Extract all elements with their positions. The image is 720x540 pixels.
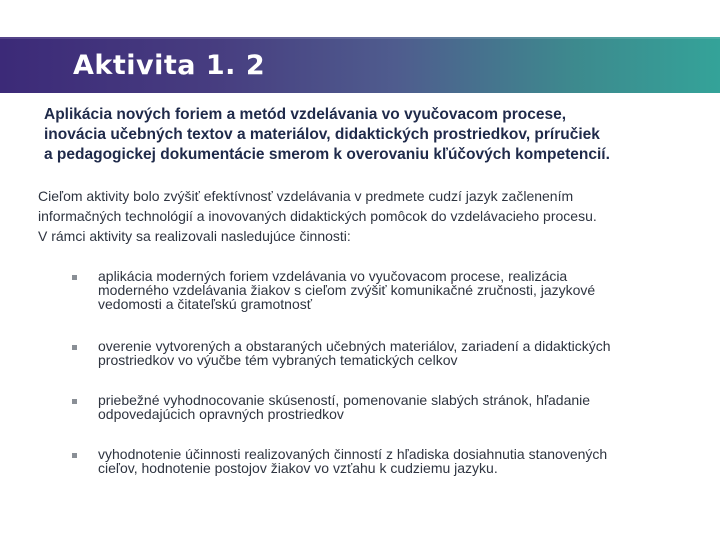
- list-item-text: [98, 447, 702, 475]
- intro-line: informačných technológií a inovovaných didaktických pomôcok do vzdelávacieho procesu.: [38, 208, 597, 224]
- square-bullet-icon: [72, 453, 77, 458]
- list-item-line: prostriedkov vo výučbe tém vybraných tematických celkov: [98, 352, 458, 368]
- list-item-line: aplikácia moderných foriem vzdelávania vo vyučovacom procese, realizácia: [98, 268, 568, 284]
- intro-line: V rámci aktivity sa realizovali nasledujúce činnosti:: [38, 228, 351, 244]
- heading-line: a pedagogickej dokumentácie smerom k overovaniu kľúčových kompetencií.: [44, 146, 610, 163]
- heading-line: Aplikácia nových foriem a metód vzdelávania vo vyučovacom procese,: [44, 106, 567, 123]
- list-item-line: vedomosti a čitateľskú gramotnosť: [98, 296, 312, 312]
- list-item-line: moderného vzdelávania žiakov s cieľom zvýšiť komunikačné zručnosti, jazykové: [98, 282, 596, 298]
- list-item-line: vyhodnotenie účinnosti realizovaných činností z hľadiska dosiahnutia stanovených: [98, 446, 608, 462]
- square-bullet-icon: [72, 345, 77, 350]
- list-item-line: cieľov, hodnotenie postojov žiakov vo vzťahu k cudziemu jazyku.: [98, 460, 498, 476]
- list-item-line: priebežné vyhodnocovanie skúseností, pomenovanie slabých stránok, hľadanie: [98, 392, 591, 408]
- square-bullet-icon: [72, 399, 77, 404]
- list-item-text: [98, 339, 702, 367]
- list-item-line: odpovedajúcich opravných prostriedkov: [98, 406, 344, 422]
- slide-title: Aktivita 1. 2: [73, 50, 266, 81]
- intro-line: Cieľom aktivity bolo zvýšiť efektívnosť vzdelávania v predmete cudzí jazyk začlenením: [38, 188, 574, 204]
- square-bullet-icon: [72, 275, 77, 280]
- list-item-text: [98, 269, 702, 311]
- list-item-line: overenie vytvorených a obstaraných učebných materiálov, zariadení a didaktických: [98, 338, 611, 354]
- list-item-text: [98, 393, 702, 421]
- heading-line: inovácia učebných textov a materiálov, didaktických prostriedkov, príručiek: [44, 126, 600, 143]
